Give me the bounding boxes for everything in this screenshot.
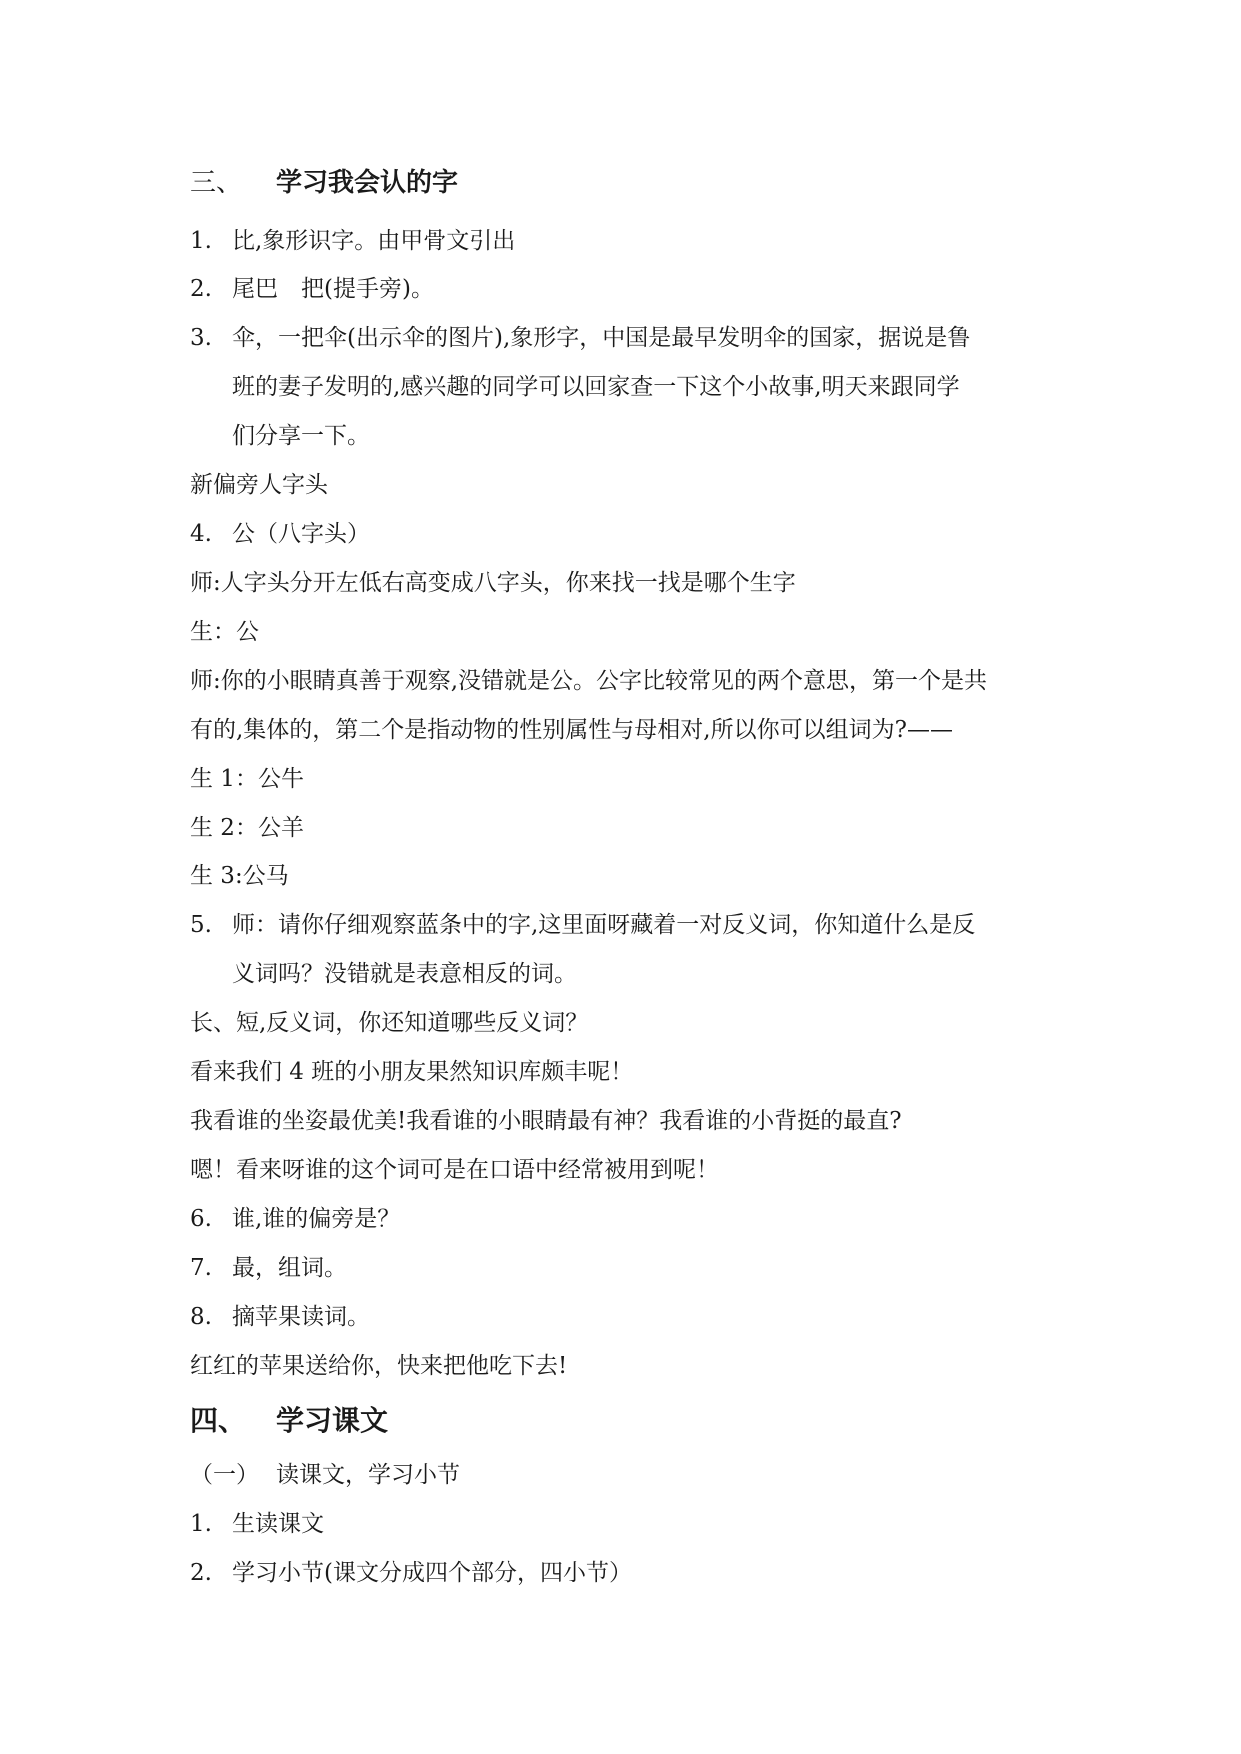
- item-3-number: 3.: [190, 325, 212, 351]
- section-4-number: 四、: [190, 1404, 247, 1437]
- subsection-1-number: （一）: [190, 1462, 259, 1488]
- subsection-1-title: 读课文，学习小节: [276, 1462, 460, 1488]
- dialog1-line-2: 生：公: [190, 619, 259, 645]
- section-4-title: 学习课文: [276, 1404, 389, 1437]
- dialog1-line-3: 师:你的小眼睛真善于观察,没错就是公。公字比较常见的两个意思，第一个是共: [190, 668, 988, 694]
- item-1-text: 比,象形识字。由甲骨文引出: [232, 228, 516, 254]
- item-8-text: 摘苹果读词。: [232, 1304, 370, 1330]
- item-3-line-1: 伞，一把伞(出示伞的图片),象形字，中国是最早发明伞的国家，据说是鲁: [232, 325, 971, 351]
- item-6-number: 6.: [190, 1206, 212, 1232]
- item-c2-text: 学习小节(课文分成四个部分，四小节）: [232, 1560, 632, 1586]
- item-7-number: 7.: [190, 1255, 212, 1281]
- dialog1-line-6: 生 2：公羊: [190, 815, 304, 841]
- item-1-number: 1.: [190, 228, 212, 254]
- item-5-number: 5.: [190, 912, 212, 938]
- para-apple: 红红的苹果送给你，快来把他吃下去!: [190, 1353, 568, 1379]
- para-new-radical: 新偏旁人字头: [190, 472, 328, 498]
- dialog2-line-3: 我看谁的坐姿最优美!我看谁的小眼睛最有神？我看谁的小背挺的最直?: [190, 1108, 902, 1134]
- dialog1-line-7: 生 3:公马: [190, 863, 289, 889]
- dialog2-line-4: 嗯！看来呀谁的这个词可是在口语中经常被用到呢！: [190, 1157, 719, 1183]
- item-2-number: 2.: [190, 276, 212, 302]
- section-3-number: 三、: [190, 168, 243, 198]
- item-4-text: 公（八字头）: [232, 521, 370, 547]
- dialog1-line-5: 生 1：公牛: [190, 766, 304, 792]
- item-c1-text: 生读课文: [232, 1511, 324, 1537]
- item-2-text: 尾巴 把(提手旁)。: [232, 276, 434, 302]
- dialog1-line-1: 师:人字头分开左低右高变成八字头，你来找一找是哪个生字: [190, 570, 796, 596]
- item-7-text: 最，组词。: [232, 1255, 347, 1281]
- item-5-line-1: 师：请你仔细观察蓝条中的字,这里面呀藏着一对反义词，你知道什么是反: [232, 912, 976, 938]
- section-3-title: 学习我会认的字: [276, 168, 459, 198]
- dialog2-line-2: 看来我们 4 班的小朋友果然知识库颇丰呢！: [190, 1059, 634, 1085]
- item-c1-number: 1.: [190, 1511, 212, 1537]
- dialog2-line-1: 长、短,反义词，你还知道哪些反义词？: [190, 1010, 589, 1036]
- dialog1-line-4: 有的,集体的，第二个是指动物的性别属性与母相对,所以你可以组词为?——: [190, 717, 953, 743]
- item-8-number: 8.: [190, 1304, 212, 1330]
- item-3-line-2: 班的妻子发明的,感兴趣的同学可以回家查一下这个小故事,明天来跟同学: [232, 374, 960, 400]
- item-3-line-3: 们分享一下。: [232, 423, 370, 449]
- item-5-line-2: 义词吗？没错就是表意相反的词。: [232, 961, 577, 987]
- item-c2-number: 2.: [190, 1560, 212, 1586]
- item-6-text: 谁,谁的偏旁是？: [232, 1206, 401, 1232]
- item-4-number: 4.: [190, 521, 212, 547]
